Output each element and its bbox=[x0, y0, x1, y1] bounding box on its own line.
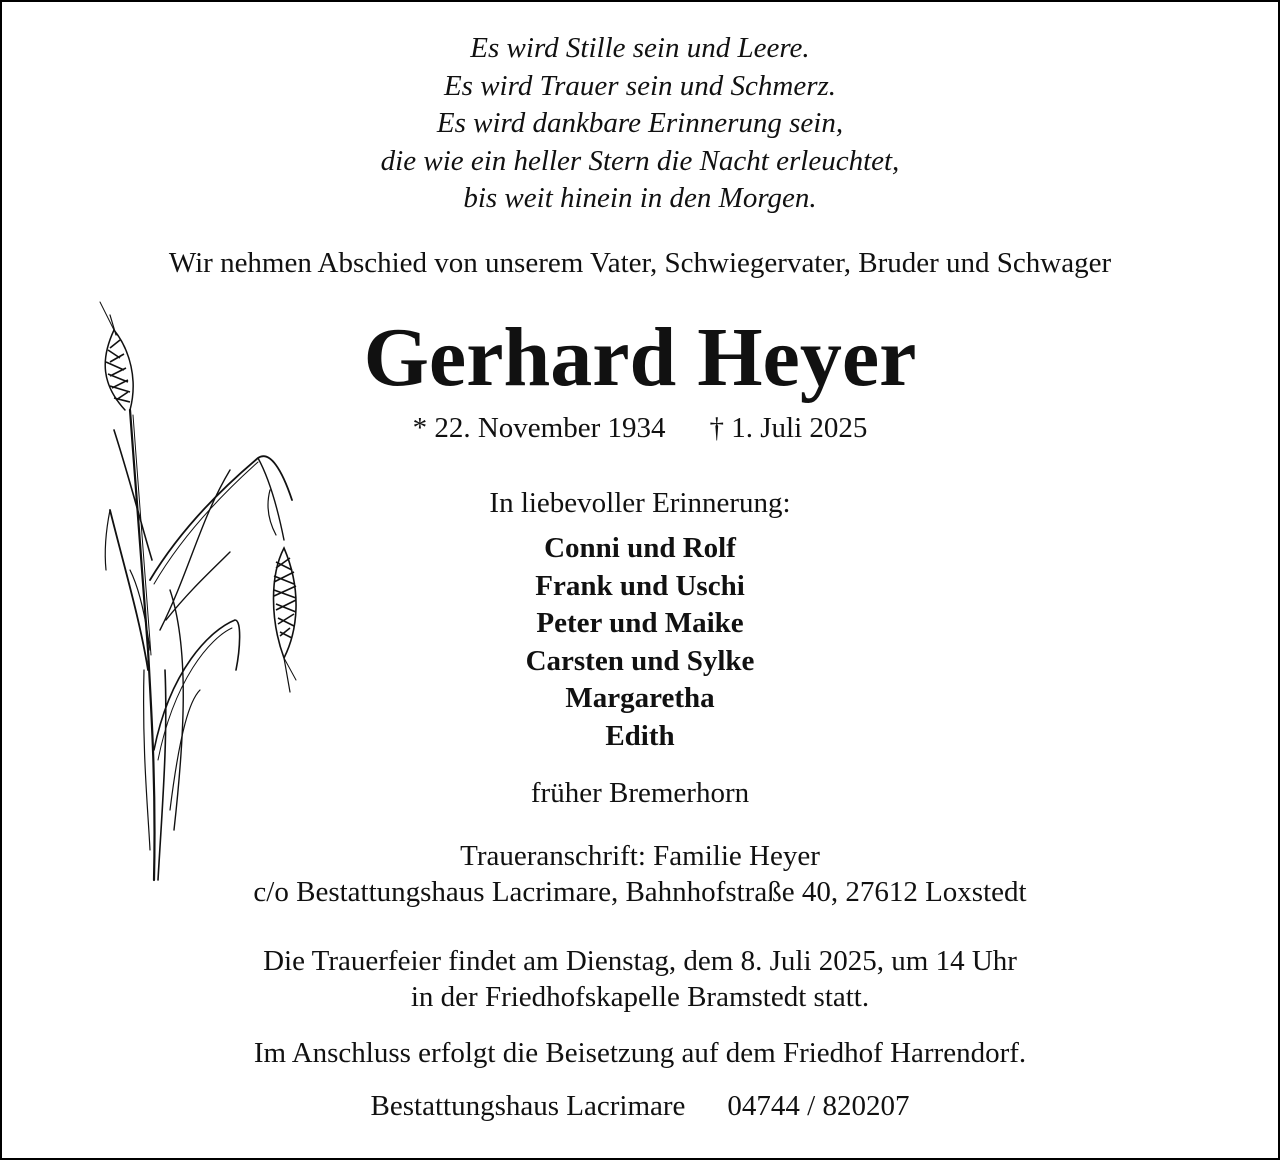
funeral-home-phone: 04744 / 820207 bbox=[727, 1090, 910, 1122]
address-line: c/o Bestattungshaus Lacrimare, Bahnhofstraße 40, 27612 Loxstedt bbox=[253, 876, 1027, 908]
mourner-entry: Edith bbox=[605, 719, 675, 752]
mourning-address bbox=[0, 838, 1280, 910]
birth-date: * 22. November 1934 bbox=[412, 412, 666, 444]
life-dates bbox=[0, 410, 1280, 446]
funeral-home-footer bbox=[0, 1088, 1280, 1124]
ceremony-line: Die Trauerfeier findet am Dienstag, dem 8. Juli 2025, um 14 Uhr bbox=[263, 945, 1017, 977]
ceremony-line: in der Friedhofskapelle Bramstedt statt. bbox=[410, 981, 870, 1013]
deceased-name: Gerhard Heyer bbox=[363, 311, 917, 404]
mourners-list bbox=[0, 530, 1280, 756]
death-date: † 1. Juli 2025 bbox=[709, 412, 868, 444]
former-residence: früher Bremerhorn bbox=[530, 777, 750, 809]
poem-line: die wie ein heller Stern die Nacht erleuchtet, bbox=[380, 144, 900, 177]
poem-line: Es wird dankbare Erinnerung sein, bbox=[436, 107, 844, 139]
poem-line: bis weit hinein in den Morgen. bbox=[463, 182, 817, 214]
mourner-entry: Carsten und Sylke bbox=[525, 644, 755, 677]
poem-line: Es wird Trauer sein und Schmerz. bbox=[443, 69, 837, 102]
mourner-entry: Frank und Uschi bbox=[535, 569, 745, 602]
ceremony-info bbox=[0, 943, 1280, 1015]
address-line: Traueranschrift: Familie Heyer bbox=[460, 840, 820, 872]
mourner-entry: Margaretha bbox=[565, 682, 715, 715]
memory-heading: In liebevoller Erinnerung: bbox=[489, 487, 791, 519]
mourner-entry: Peter und Maike bbox=[536, 607, 744, 640]
poem-line: Es wird Stille sein und Leere. bbox=[470, 32, 810, 64]
poem bbox=[0, 30, 1280, 218]
mourner-entry: Conni und Rolf bbox=[544, 532, 736, 564]
funeral-home-name: Bestattungshaus Lacrimare bbox=[370, 1090, 686, 1122]
farewell-intro: Wir nehmen Abschied von unserem Vater, Schwiegervater, Bruder und Schwager bbox=[168, 247, 1112, 279]
burial-info: Im Anschluss erfolgt die Beisetzung auf dem Friedhof Harrendorf. bbox=[253, 1037, 1027, 1069]
